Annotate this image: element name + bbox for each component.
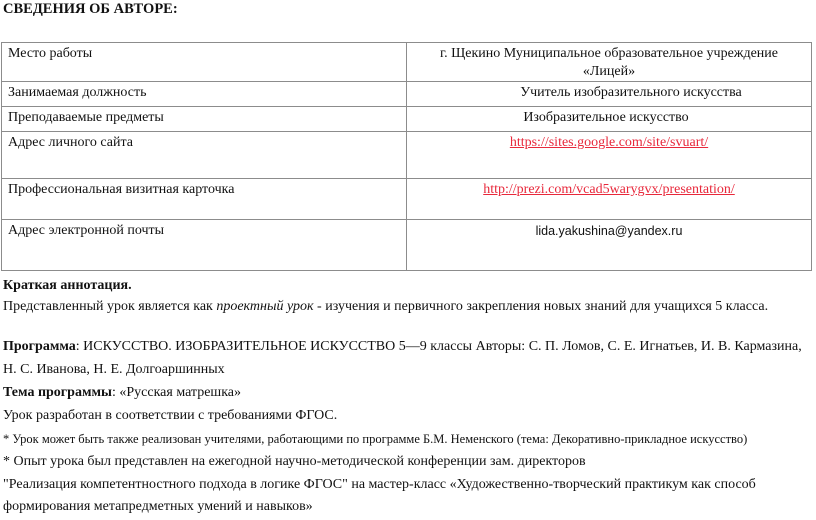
program-line-1 [3,338,802,356]
note-3-line-1: "Реализация компетентностного подхода в логике ФГОС" на мастер-класс «Художественно-творческий практикум как способ [3,477,756,492]
row-value [407,179,812,220]
note-2: * Опыт урока был представлен на ежегодной научно-методической конференции зам. директоров [3,454,586,469]
row-label: Преподаваемые предметы [2,107,407,132]
row-label: Занимаемая должность [2,82,407,107]
theme-line [3,384,241,402]
section-heading: СВЕДЕНИЯ ОБ АВТОРЕ: [3,1,178,17]
table-row-workplace [2,43,812,82]
row-value [407,132,812,179]
table-row-subjects [2,107,812,132]
email-value: lida.yakushina@yandex.ru [535,224,683,238]
intro-italic: проектный урок [216,299,314,314]
row-value [407,220,812,271]
row-value: Изобразительное искусство [407,107,812,132]
theme-text: : «Русская матрешка» [111,385,242,400]
annotation-intro [3,298,768,316]
row-label: Профессиональная визитная карточка [2,179,407,220]
row-label: Место работы [2,43,407,82]
annotation-title: Краткая аннотация. [3,278,132,293]
table-row-email [2,220,812,271]
table-row-position [2,82,812,107]
program-text: : ИСКУССТВО. ИЗОБРАЗИТЕЛЬНОЕ ИСКУССТВО 5—9 классы Авторы: С. П. Ломов, С. Е. Игнатьев, И. В. Кармазина, [75,339,802,354]
theme-label: Тема программы [3,385,112,400]
website-link[interactable]: https://sites.google.com/site/svuart/ [509,135,709,150]
row-label: Адрес электронной почты [2,220,407,271]
note-3-line-2: формирования метапредметных умений и навыков» [3,499,313,514]
note-1: * Урок может быть также реализован учителями, работающими по программе Б.М. Неменского (тема: Декоративно-прикладное искусство) [3,432,748,446]
table-row-business-card [2,179,812,220]
program-label: Программа [3,339,76,354]
fgos-line: Урок разработан в соответствии с требованиями ФГОС. [3,408,338,423]
program-line-2: Н. С. Иванова, Н. Е. Долгоаршинных [3,362,225,377]
row-value: Учитель изобразительного искусства [407,82,812,107]
author-info-table [1,42,812,271]
intro-suffix: - изучения и первичного закрепления новых знаний для учащихся 5 класса. [313,299,769,314]
row-value: г. Щекино Муниципальное образовательное учреждение «Лицей» [407,43,812,82]
table-row-website [2,132,812,179]
row-label: Адрес личного сайта [2,132,407,179]
intro-prefix: Представленный урок является как [3,299,217,314]
prezi-link[interactable]: http://prezi.com/vcad5warygvx/presentation/ [483,182,735,197]
